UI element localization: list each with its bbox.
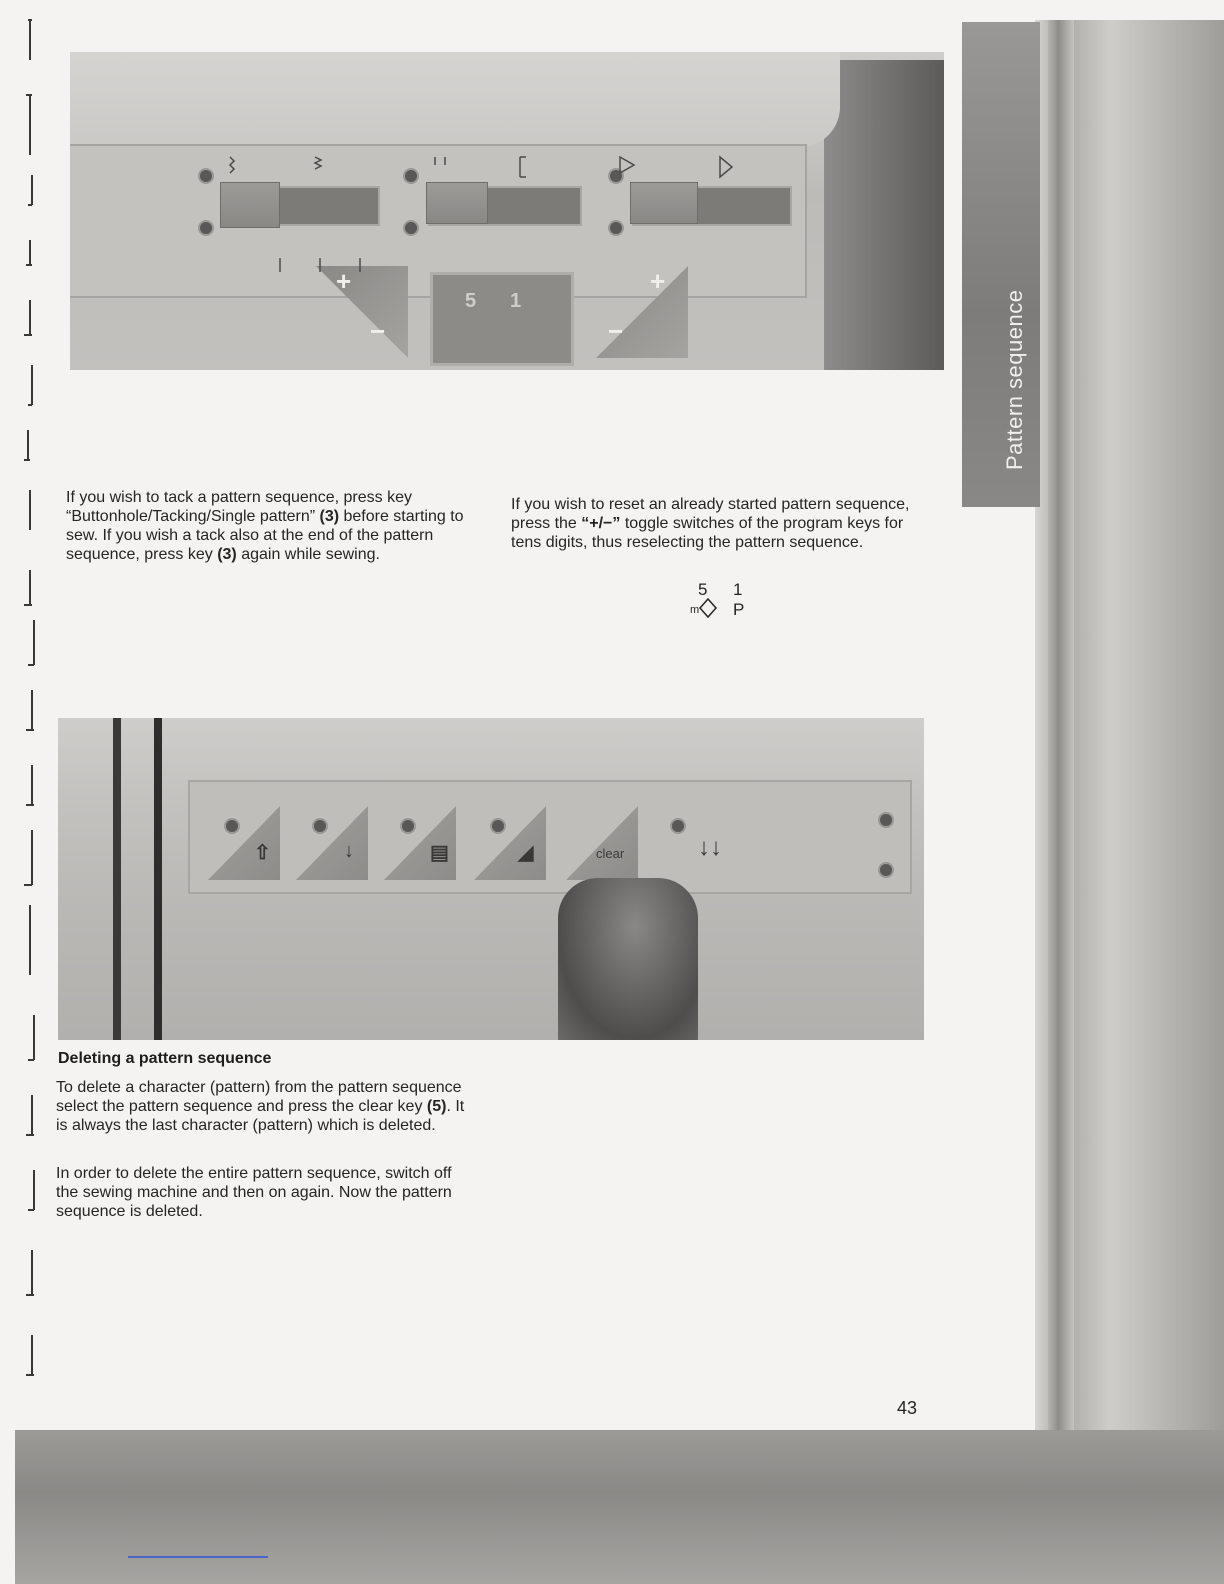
reverse-icon: ⇧: [254, 842, 271, 864]
indicator-led: [878, 812, 894, 828]
machine-edge-line: [154, 718, 162, 1040]
paragraph-tack: [66, 488, 491, 564]
paragraph-tack-text-2: before starting to sew. If you wish a tack also at the end of the pattern sequence, press key: [66, 508, 464, 563]
key-reference: (3): [319, 508, 340, 525]
machine-cover: [70, 52, 840, 147]
paragraph-tack-text-1: If you wish to tack a pattern sequence, press key “Buttonhole/Tacking/Single pattern”: [66, 489, 412, 525]
paragraph-delete-text-1: To delete a character (pattern) from the pattern sequence select the pattern sequence and press the clear key: [56, 1079, 462, 1115]
paragraph-delete-character: [56, 1078, 466, 1135]
minus-symbol: −: [608, 316, 624, 346]
clear-key-label: clear: [596, 846, 625, 861]
paragraph-delete-text-2: . It is always the last character (pattern) which is deleted.: [56, 1098, 465, 1134]
paragraph-tack-text-3: again while sewing.: [236, 546, 380, 563]
section-tab-label: Pattern sequence: [1002, 289, 1027, 470]
toggle-symbol: “+/−”: [581, 515, 621, 532]
indicator-led: [224, 818, 240, 834]
display-example-digit: 5: [698, 580, 708, 599]
section-heading: Deleting a pattern sequence: [58, 1050, 272, 1067]
long-stitch-icon: ▤: [430, 842, 449, 864]
display-digit: 5: [465, 290, 477, 312]
finger-pressing-key: [558, 878, 698, 1040]
indicator-led: [198, 168, 214, 184]
minus-symbol: −: [370, 316, 386, 346]
display-example-symbol-label: m: [690, 604, 700, 616]
key-reference: (3): [217, 546, 237, 563]
plus-symbol: +: [650, 266, 666, 296]
indicator-led: [878, 862, 894, 878]
paragraph-delete-sequence: In order to delete the entire pattern sequence, switch off the sewing machine and then on again. Now the pattern sequence is deleted.: [56, 1165, 452, 1220]
indicator-led: [312, 818, 328, 834]
double-needle-icon: ↓↓: [698, 834, 722, 861]
function-key-panel: [188, 780, 912, 894]
indicator-led: [670, 818, 686, 834]
display-digit: 1: [510, 290, 522, 312]
top-control-panel-photo: [70, 52, 944, 370]
key-reference: (5): [426, 1098, 447, 1115]
display-example-pattern: P: [733, 600, 745, 619]
section-tab: [962, 22, 1040, 507]
bottom-blue-line: [128, 1556, 268, 1558]
memory-diamond-icon: [698, 597, 718, 619]
bottom-control-panel-photo: [58, 718, 924, 1040]
mirror-icon: ◢: [518, 842, 534, 864]
program-key-left: [316, 266, 408, 358]
indicator-led: [490, 818, 506, 834]
plus-symbol: +: [336, 266, 352, 296]
paragraph-reset: [511, 495, 921, 552]
bottom-scan-shadow: [15, 1430, 1224, 1584]
indicator-led: [198, 220, 214, 236]
needle-stop-icon: ↓: [344, 840, 354, 862]
page-stack-strip: [1048, 20, 1074, 1440]
stitch-symbols: [220, 152, 780, 272]
display-example-digit: 1: [733, 580, 743, 599]
page-number: 43: [897, 1398, 918, 1418]
paragraph-reset-text-2: toggle switches of the program keys for tens digits, thus reselecting the pattern sequence.: [511, 515, 904, 551]
photo-shadow: [824, 60, 944, 370]
machine-edge-line: [113, 718, 121, 1040]
digit-display: [430, 272, 574, 366]
paragraph-reset-text-1: If you wish to reset an already started pattern sequence, press the: [511, 496, 910, 532]
indicator-led: [400, 818, 416, 834]
binding-marks: [0, 0, 50, 1400]
